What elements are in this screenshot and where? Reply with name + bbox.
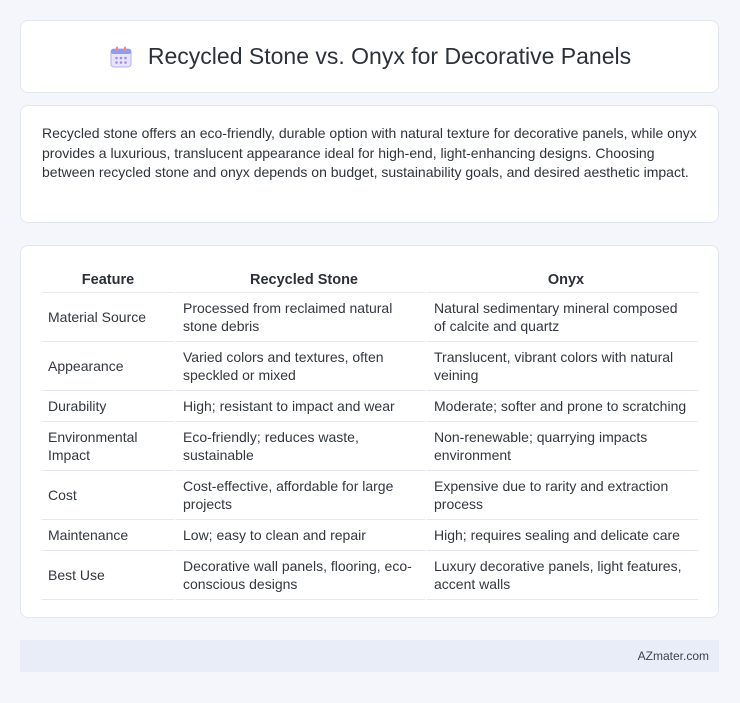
- intro-card: [20, 105, 719, 223]
- onyx-cell: Moderate; softer and prone to scratching: [425, 391, 698, 422]
- footer-brand: AZmater.com: [637, 649, 709, 663]
- recycled-stone-cell: Processed from reclaimed natural stone debris: [174, 293, 425, 342]
- feature-cell: Appearance: [42, 342, 174, 391]
- feature-cell: Durability: [42, 391, 174, 422]
- table-row: [42, 293, 698, 342]
- onyx-cell: Translucent, vibrant colors with natural veining: [425, 342, 698, 391]
- table-row: [42, 391, 698, 422]
- recycled-stone-cell: Eco-friendly; reduces waste, sustainable: [174, 422, 425, 471]
- feature-cell: Maintenance: [42, 520, 174, 551]
- header-card: [20, 20, 719, 93]
- feature-cell: Environmental Impact: [42, 422, 174, 471]
- recycled-stone-cell: Low; easy to clean and repair: [174, 520, 425, 551]
- table-row: [42, 520, 698, 551]
- onyx-cell: Natural sedimentary mineral composed of calcite and quartz: [425, 293, 698, 342]
- table-header-row: [42, 264, 698, 293]
- feature-cell: Cost: [42, 471, 174, 520]
- feature-cell: Best Use: [42, 551, 174, 600]
- recycled-stone-cell: Varied colors and textures, often speckled or mixed: [174, 342, 425, 391]
- page-title: Recycled Stone vs. Onyx for Decorative Panels: [147, 43, 632, 69]
- column-header-recycled-stone: Recycled Stone: [174, 264, 425, 293]
- recycled-stone-cell: Cost-effective, affordable for large projects: [174, 471, 425, 520]
- column-header-onyx: Onyx: [425, 264, 698, 293]
- table-row: [42, 471, 698, 520]
- recycled-stone-cell: Decorative wall panels, flooring, eco-conscious designs: [174, 551, 425, 600]
- onyx-cell: High; requires sealing and delicate care: [425, 520, 698, 551]
- onyx-cell: Luxury decorative panels, light features, accent walls: [425, 551, 698, 600]
- calendar-icon: [108, 44, 134, 70]
- recycled-stone-cell: High; resistant to impact and wear: [174, 391, 425, 422]
- column-header-feature: Feature: [42, 264, 174, 293]
- comparison-table: [42, 264, 698, 600]
- footer: [20, 640, 719, 672]
- table-row: [42, 422, 698, 471]
- comparison-card: [20, 245, 719, 618]
- table-row: [42, 342, 698, 391]
- table-row: [42, 551, 698, 600]
- onyx-cell: Expensive due to rarity and extraction process: [425, 471, 698, 520]
- onyx-cell: Non-renewable; quarrying impacts environment: [425, 422, 698, 471]
- intro-text: Recycled stone offers an eco-friendly, durable option with natural texture for decorative panels, while onyx provides a luxurious, translucent appearance ideal for high-end, light-enhancing designs. Choosing between recycled stone and onyx depends on budget, sustainability goals, and desired aesthetic impact.: [42, 125, 697, 180]
- feature-cell: Material Source: [42, 293, 174, 342]
